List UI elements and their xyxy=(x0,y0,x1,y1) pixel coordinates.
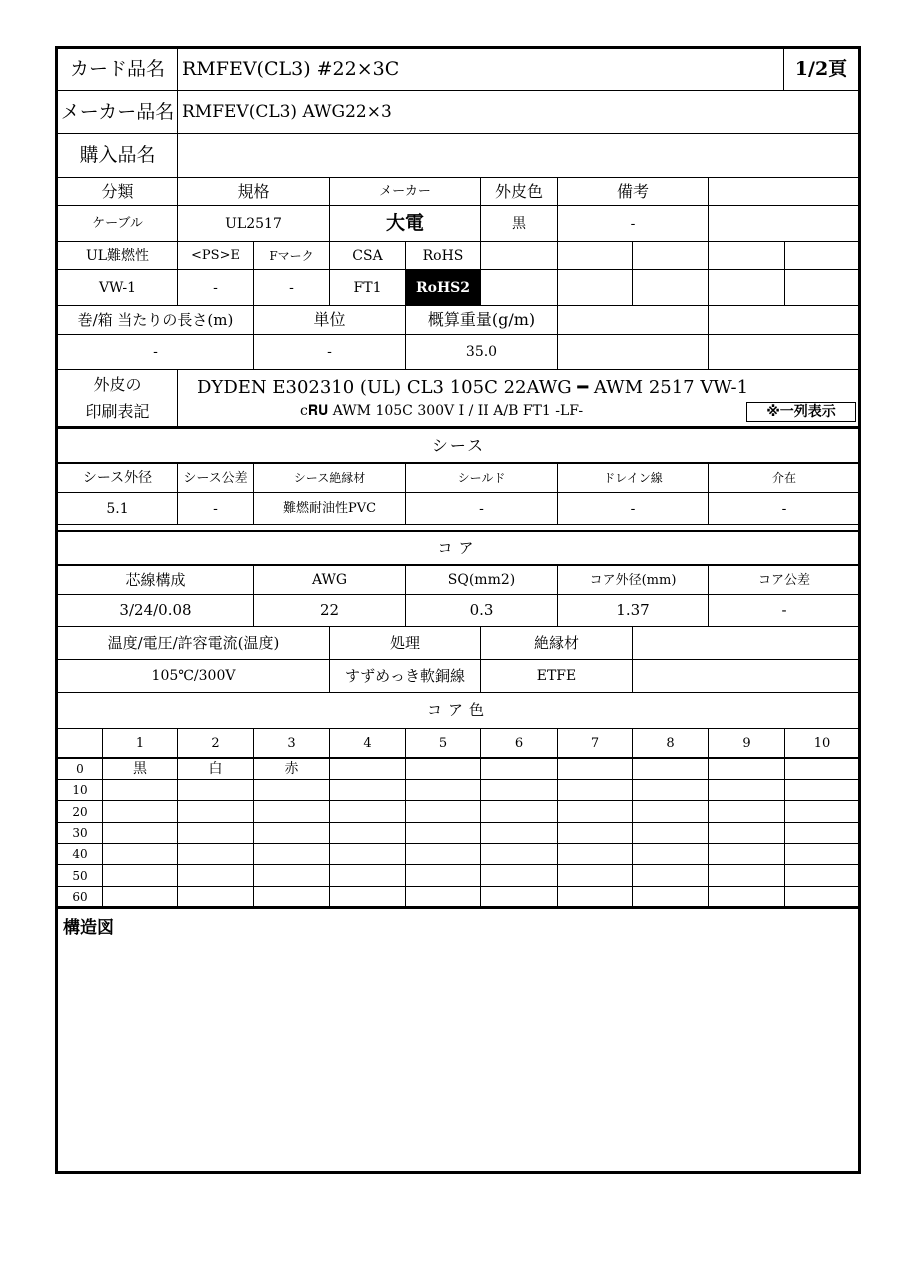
core-color-cell xyxy=(254,887,329,906)
core-color-row-label: 0 xyxy=(76,762,84,776)
maker-name-label: メーカー品名 xyxy=(60,100,175,123)
awg-value: 22 xyxy=(319,601,340,619)
sheath-tol-header: シース公差 xyxy=(183,470,248,486)
conductor-header: 芯線構成 xyxy=(125,570,186,589)
core-color-cell xyxy=(481,887,557,906)
drain-value: - xyxy=(630,500,636,517)
insulation-header: 絶縁材 xyxy=(533,633,579,652)
core-color-column-header: 5 xyxy=(438,735,448,751)
core-color-cell xyxy=(254,865,329,886)
core-color-cell xyxy=(254,823,329,843)
print-label-line2: 印刷表記 xyxy=(85,402,150,421)
core-color-cell xyxy=(709,887,784,906)
core-color-cell xyxy=(558,823,632,843)
core-color-cell xyxy=(481,801,557,822)
core-color-cell xyxy=(558,844,632,864)
sq-header: SQ(mm2) xyxy=(447,572,516,588)
sheath-insulation-header: シース絶縁材 xyxy=(293,471,366,485)
sq-value: 0.3 xyxy=(469,601,494,619)
classification-header: 分類 xyxy=(101,181,134,201)
insulation-value: ETFE xyxy=(536,668,577,684)
core-color-cell xyxy=(406,887,480,906)
core-color-cell xyxy=(785,887,859,906)
core-color-cell xyxy=(785,844,859,864)
unit-header: 単位 xyxy=(313,310,346,329)
core-color-column-header: 3 xyxy=(287,735,296,751)
core-color-cell xyxy=(103,887,177,906)
core-color-cell xyxy=(178,887,253,906)
csa-header: CSA xyxy=(352,247,383,264)
core-color-row-label: 10 xyxy=(72,783,88,797)
core-color-cell xyxy=(633,780,708,800)
core-color-cell xyxy=(709,823,784,843)
core-color-cell xyxy=(254,844,329,864)
temp-header: 温度/電圧/許容電流(温度) xyxy=(107,633,280,652)
core-color-column-header: 10 xyxy=(813,735,831,751)
core-color-cell: 赤 xyxy=(284,761,299,777)
core-color-cell xyxy=(103,823,177,843)
standard-value: UL2517 xyxy=(225,215,282,232)
print-line2: c𝐑𝐔 AWM 105C 300V I / II A/B FT1 -LF- xyxy=(300,403,584,419)
core-tol-header: コア公差 xyxy=(757,572,810,588)
sheath-od-header: シース外径 xyxy=(82,470,153,486)
core-color-cell xyxy=(633,865,708,886)
core-color-row-label: 50 xyxy=(72,868,88,883)
core-color-cell xyxy=(406,865,480,886)
ul-flame-value: VW-1 xyxy=(98,279,137,296)
core-color-cell xyxy=(103,865,177,886)
awg-header: AWG xyxy=(311,572,348,588)
core-color-cell xyxy=(178,801,253,822)
core-color-cell xyxy=(481,844,557,864)
f-mark-header: Fマーク xyxy=(269,248,314,263)
purchase-name-value xyxy=(182,134,782,177)
core-color-cell xyxy=(785,823,859,843)
core-color-row-label: 20 xyxy=(72,804,88,819)
sheath-tol-value: - xyxy=(213,500,218,517)
sheath-insulation-value: 難燃耐油性PVC xyxy=(282,501,377,516)
core-color-cell xyxy=(558,887,632,906)
pse-value: - xyxy=(213,279,218,296)
core-color-cell xyxy=(558,759,632,779)
core-color-cell xyxy=(103,780,177,800)
core-color-column-header: 8 xyxy=(666,735,675,751)
core-color-column-header: 6 xyxy=(514,735,524,751)
standard-header: 規格 xyxy=(237,181,270,201)
shield-header: シールド xyxy=(457,471,506,485)
drain-header: ドレイン線 xyxy=(603,471,663,485)
core-od-header: コア外径(mm) xyxy=(589,572,677,588)
core-color-cell xyxy=(330,780,405,800)
core-color-cell xyxy=(178,865,253,886)
core-color-cell xyxy=(178,823,253,843)
core-color-cell xyxy=(103,844,177,864)
extra-value xyxy=(709,206,859,241)
core-color-cell xyxy=(481,759,557,779)
core-color-cell xyxy=(785,780,859,800)
length-value: - xyxy=(153,344,158,360)
ul-flame-header: UL難燃性 xyxy=(85,247,150,264)
sheath-color-value: 黒 xyxy=(512,215,526,232)
core-color-cell xyxy=(709,801,784,822)
core-color-cell: 白 xyxy=(208,761,223,777)
filler-value: - xyxy=(781,500,787,517)
sheath-section-title: シース xyxy=(431,435,486,455)
core-color-cell xyxy=(633,887,708,906)
maker-header: メーカー xyxy=(379,184,431,199)
weight-header: 概算重量(g/m) xyxy=(427,310,536,329)
core-section-title: コア xyxy=(437,538,480,557)
core-color-row-label: 30 xyxy=(72,826,88,840)
maker-value: 大電 xyxy=(385,212,424,234)
core-color-cell xyxy=(785,759,859,779)
core-color-cell xyxy=(558,865,632,886)
core-color-cell xyxy=(330,759,405,779)
core-color-cell xyxy=(406,780,480,800)
core-color-cell xyxy=(558,801,632,822)
core-color-cell xyxy=(633,823,708,843)
core-color-column-header: 1 xyxy=(135,735,145,751)
structure-diagram-label: 構造図 xyxy=(63,917,114,938)
weight-value: 35.0 xyxy=(465,344,498,360)
core-color-cell xyxy=(330,801,405,822)
core-color-cell xyxy=(481,780,557,800)
core-color-cell xyxy=(709,844,784,864)
core-color-cell xyxy=(406,801,480,822)
temp-extra-header xyxy=(633,627,859,659)
rohs-badge: RoHS2 xyxy=(406,270,480,305)
purchase-name-label: 購入品名 xyxy=(79,144,156,166)
core-color-column-header: 9 xyxy=(742,735,751,751)
core-color-cell xyxy=(633,801,708,822)
remarks-value: - xyxy=(630,215,636,232)
core-color-cell xyxy=(103,801,177,822)
core-color-cell xyxy=(330,823,405,843)
core-color-cell xyxy=(406,823,480,843)
conductor-value: 3/24/0.08 xyxy=(119,601,192,619)
sheath-color-header: 外皮色 xyxy=(494,181,543,201)
unit-value: - xyxy=(327,344,332,360)
core-color-cell xyxy=(254,801,329,822)
core-color-column-header: 4 xyxy=(363,735,372,751)
temp-value: 105℃/300V xyxy=(151,668,236,684)
page-number: 1/2頁 xyxy=(794,58,848,80)
treatment-value: すずめっき軟銅線 xyxy=(344,666,465,685)
treatment-header: 処理 xyxy=(389,633,420,652)
core-color-cell xyxy=(254,780,329,800)
csa-value: FT1 xyxy=(353,279,382,296)
shield-value: - xyxy=(479,500,484,517)
f-mark-value: - xyxy=(289,279,294,296)
remarks-header: 備考 xyxy=(616,181,649,201)
print-line1: DYDEN E302310 (UL) CL3 105C 22AWG ━ AWM 2517 VW-1 xyxy=(197,377,749,398)
core-color-cell xyxy=(709,865,784,886)
pse-header: <PS>E xyxy=(191,248,240,263)
core-color-cell xyxy=(481,865,557,886)
print-label-line1: 外皮の xyxy=(93,375,142,394)
core-color-cell xyxy=(406,844,480,864)
core-color-cell xyxy=(330,844,405,864)
sheath-od-value: 5.1 xyxy=(106,500,129,517)
core-color-cell xyxy=(330,865,405,886)
temp-extra-value xyxy=(633,660,859,692)
core-color-cell xyxy=(709,759,784,779)
core-color-cell xyxy=(633,759,708,779)
rohs-header: RoHS xyxy=(422,247,464,264)
maker-name-value: RMFEV(CL3) AWG22×3 xyxy=(182,101,392,122)
length-header: 巻/箱 当たりの長さ(m) xyxy=(77,310,234,329)
core-color-cell: 黒 xyxy=(133,761,147,777)
extra-header xyxy=(709,178,859,205)
core-od-value: 1.37 xyxy=(616,601,650,619)
single-line-note: ※一列表示 xyxy=(746,402,856,422)
core-color-cell xyxy=(785,865,859,886)
core-color-cell xyxy=(178,844,253,864)
core-color-cell xyxy=(785,801,859,822)
core-color-cell xyxy=(481,823,557,843)
card-name-label: カード品名 xyxy=(69,58,165,80)
core-color-column-header: 2 xyxy=(211,735,220,751)
core-tol-value: - xyxy=(781,601,787,619)
core-color-cell xyxy=(633,844,708,864)
core-color-cell xyxy=(406,759,480,779)
core-color-row-label: 60 xyxy=(72,889,88,904)
classification-value: ケーブル xyxy=(92,216,143,231)
filler-header: 介在 xyxy=(771,471,796,485)
core-color-cell xyxy=(558,780,632,800)
core-color-cell xyxy=(330,887,405,906)
core-color-column-header: 7 xyxy=(590,735,600,751)
core-color-cell xyxy=(709,780,784,800)
card-name-value: RMFEV(CL3) #22×3C xyxy=(182,58,400,80)
core-color-row-label: 40 xyxy=(72,847,88,861)
core-color-cell xyxy=(178,780,253,800)
core-color-title: コア色 xyxy=(426,701,490,719)
